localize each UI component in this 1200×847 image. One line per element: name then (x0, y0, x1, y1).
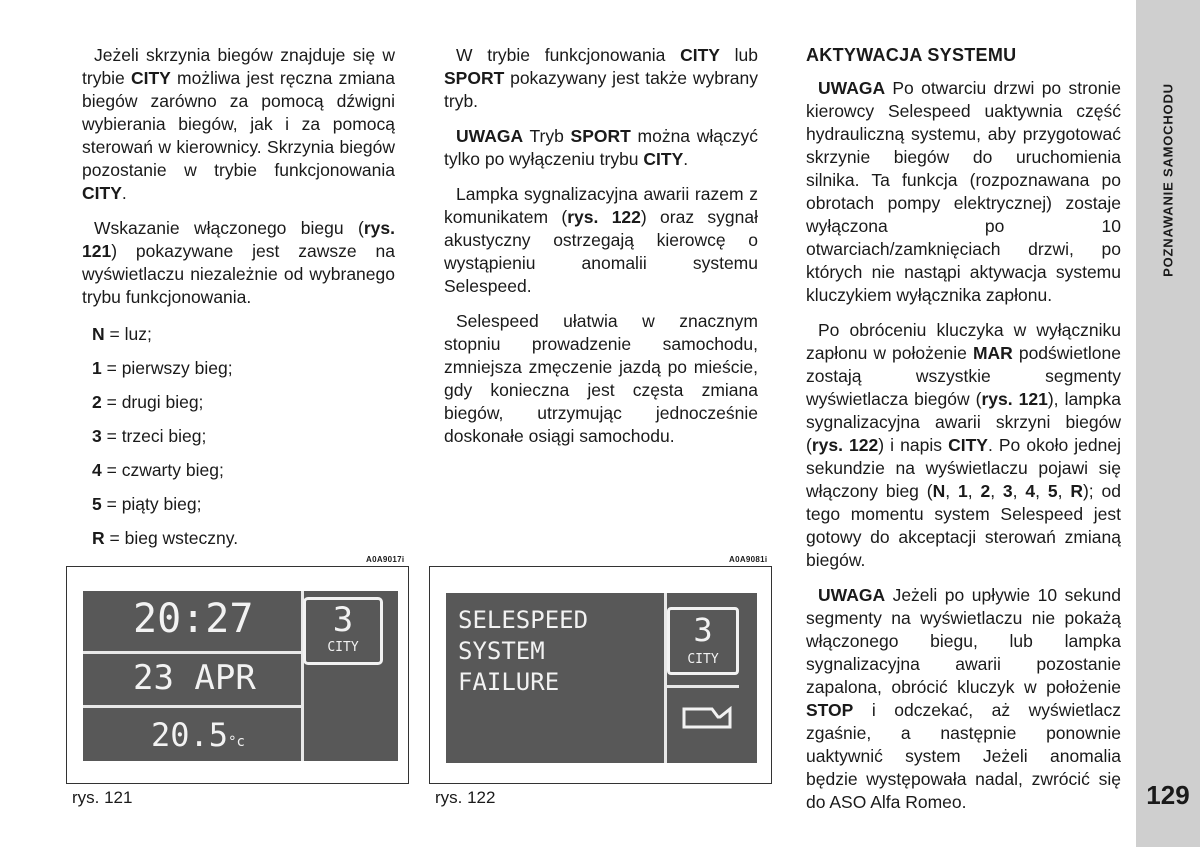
failure-message: SELESPEED SYSTEM FAILURE (458, 606, 589, 696)
paragraph: Jeżeli skrzynia biegów znajduje się w trybie CITY możliwa jest ręczna zmiana biegów zarówno za pomocą dźwigni wybierania biegów, jak i za pomocą sterowań w kierownicy. Skrzynia biegów pozostanie w trybie funkcjonowania CITY. (82, 45, 395, 203)
mode-label: CITY (687, 652, 719, 667)
page-number: 129 (1146, 780, 1190, 810)
list-item: R = bieg wsteczny. (92, 528, 239, 548)
column-3 (806, 44, 1121, 826)
clock-readout: 20:27 (133, 596, 254, 642)
list-item: 2 = drugi bieg; (92, 392, 204, 412)
figure-code: A0A9017i (366, 555, 405, 564)
gear-value: 3 (332, 600, 354, 640)
gear-indicator (667, 607, 739, 675)
paragraph: UWAGA Po otwarciu drzwi po stronie kierowcy Selespeed uaktywnia część hydrauliczną systemu, aby przygotować skrzynie biegów do uruchomienia silnika. Ta funkcja (rozpoznawana po obrotach pompy elektrycznej) zostaje wyłączona po 10 otwarciach/zamknięciach drzwi, po których nie nastąpi aktywacja systemu kluczykiem wyłącznika zapłonu. (806, 78, 1121, 305)
paragraph: Lampka sygnalizacyjna awarii razem z komunikatem (rys. 122) oraz sygnał akustyczny ostrzegają kierowcę o wystąpieniu anomalii systemu Selespeed. (444, 184, 759, 296)
figure-122 (429, 566, 772, 784)
section-heading: AKTYWACJA SYSTEMU (806, 45, 1017, 65)
gear-value: 3 (693, 611, 713, 649)
list-item: 4 = czwarty bieg; (92, 460, 224, 480)
paragraph: Wskazanie włączonego biegu (rys. 121) pokazywane jest zawsze na wyświetlaczu niezależnie od wybranego trybu funkcjonowania. (82, 218, 395, 307)
date-readout: 23 APR (133, 658, 256, 698)
temperature-readout: 20.5°c (151, 716, 245, 754)
column-1 (82, 44, 395, 559)
gear-list (82, 321, 395, 559)
column-2 (444, 44, 758, 460)
paragraph: W trybie funkcjonowania CITY lub SPORT pokazywany jest także wybrany tryb. (444, 45, 758, 111)
figure-121 (66, 566, 409, 784)
gear-indicator (303, 597, 383, 665)
list-item: N = luz; (92, 324, 152, 344)
paragraph: UWAGA Jeżeli po upływie 10 sekund segmenty na wyświetlaczu nie pokażą włączonego biegu, lub lampka sygnalizacyjna awarii pozostanie zapalona, obrócić kluczyk w położenie STOP i odczekać, aż wyświetlacz zgaśnie, a następnie ponownie uaktywnić system Jeżeli anomalia będzie występowała nadal, zwrócić się do ASO Alfa Romeo. (806, 585, 1121, 812)
paragraph: Selespeed ułatwia w znacznym stopniu prowadzenie samochodu, zmniejsza zmęczenie jazdą po mieście, gdy konieczna jest częsta zmiana biegów, utrzymując jednocześnie doskonałe osiągi samochodu. (444, 311, 758, 446)
mode-label: CITY (327, 640, 359, 655)
figure-code: A0A9081i (729, 555, 768, 564)
paragraph: Po obróceniu kluczyka w wyłączniku zapłonu w położenie MAR podświetlone zostają wszystkie segmenty wyświetlacza biegów (rys. 121), lampka sygnalizacyjna awarii skrzyni biegów (rys. 122) i napis CITY. Po około jednej sekundzie na wyświetlaczu pojawi się włączony bieg (N, 1, 2, 3, 4, 5, R); od tego momentu system Selespeed jest gotowy do akceptacji sterowań zmianą biegów. (806, 320, 1122, 570)
figure-caption: rys. 121 (72, 788, 133, 807)
list-item: 3 = trzeci bieg; (92, 426, 207, 446)
gearbox-warning-icon (682, 701, 734, 733)
figure-caption: rys. 122 (435, 788, 496, 807)
section-title: POZNAWANIE SAMOCHODU (1160, 83, 1176, 277)
list-item: 1 = pierwszy bieg; (92, 358, 233, 378)
paragraph: UWAGA Tryb SPORT można włączyć tylko po wyłączeniu trybu CITY. (444, 126, 758, 169)
list-item: 5 = piąty bieg; (92, 494, 202, 514)
